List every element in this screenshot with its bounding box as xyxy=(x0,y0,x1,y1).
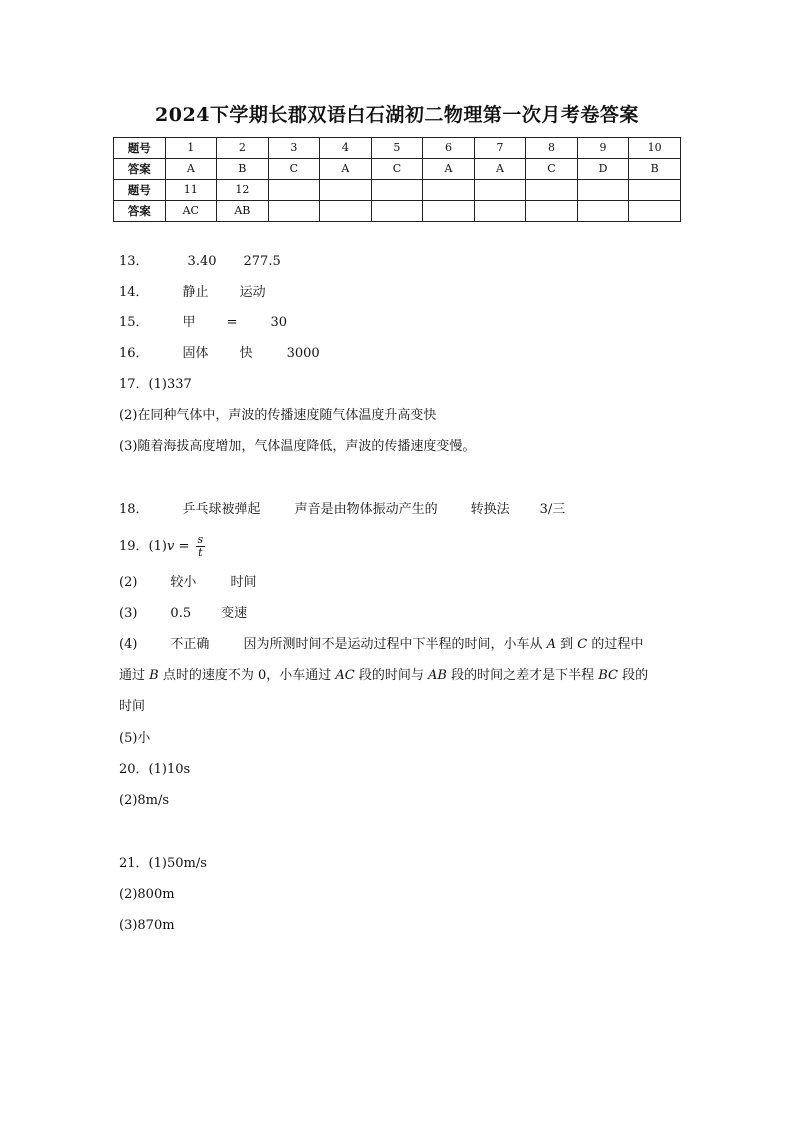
answer-q19-part4-line2 xyxy=(119,666,648,686)
part-label: (4) xyxy=(119,637,138,652)
answer-table xyxy=(113,137,681,222)
question-number-cell: 4 xyxy=(320,138,372,159)
empty-cell xyxy=(577,180,629,201)
answer-value: 3/三 xyxy=(539,502,566,517)
empty-cell xyxy=(526,201,578,222)
answer-q19-part5: (5)小 xyxy=(119,731,151,746)
segment-label: AC xyxy=(335,668,355,683)
question-number: 18． xyxy=(119,502,149,517)
question-number-cell: 2 xyxy=(217,138,269,159)
answer-cell: AB xyxy=(217,201,269,222)
answer-cell: B xyxy=(217,159,269,180)
answer-q19-part4-line1 xyxy=(119,635,643,655)
row-label-question: 题号 xyxy=(114,180,166,201)
explanation-text: 到 xyxy=(555,637,578,652)
answer-q20-part2: (2)8m/s xyxy=(119,793,170,808)
point-label: A xyxy=(546,637,556,652)
empty-cell xyxy=(320,180,372,201)
answer-value: 3.40 xyxy=(187,254,217,269)
answer-value: 运动 xyxy=(239,285,266,300)
row-label-answer: 答案 xyxy=(114,201,166,222)
explanation-text: 段的时间与 xyxy=(354,668,428,683)
empty-cell xyxy=(371,201,423,222)
answer-cell: C xyxy=(268,159,320,180)
question-number-cell: 11 xyxy=(165,180,217,201)
answer-value: = xyxy=(226,315,238,330)
answer-q21-part1: 21．(1)50m/s xyxy=(119,856,207,871)
explanation-text: 的过程中 xyxy=(587,637,644,652)
answer-value: 0.5 xyxy=(170,606,192,621)
answer-q18 xyxy=(119,500,565,520)
part-label: (2) xyxy=(119,575,138,590)
answer-cell: A xyxy=(423,159,475,180)
answer-cell: A xyxy=(474,159,526,180)
question-number-cell: 12 xyxy=(217,180,269,201)
table-row-answers-1 xyxy=(114,159,681,180)
question-number: 14． xyxy=(119,285,149,300)
answer-q15 xyxy=(119,313,287,333)
answer-cell: B xyxy=(629,159,681,180)
question-number: 19．(1) xyxy=(119,539,167,554)
answer-q20-part1: 20．(1)10s xyxy=(119,762,191,777)
answer-cell: AC xyxy=(165,201,217,222)
answer-value: 变速 xyxy=(221,606,248,621)
row-label-question: 题号 xyxy=(114,138,166,159)
equals-sign: = xyxy=(174,539,194,554)
row-label-answer: 答案 xyxy=(114,159,166,180)
answer-q17-part2: (2)在同种气体中，声波的传播速度随气体温度升高变快 xyxy=(119,408,437,423)
answer-cell: A xyxy=(165,159,217,180)
answer-value: 固体 xyxy=(182,346,209,361)
answer-value: 甲 xyxy=(182,315,196,330)
question-number: 16． xyxy=(119,346,149,361)
empty-cell xyxy=(268,180,320,201)
empty-cell xyxy=(371,180,423,201)
explanation-text: 点时的速度不为 0，小车通过 xyxy=(158,668,336,683)
question-number-cell: 8 xyxy=(526,138,578,159)
answer-q21-part2: (2)800m xyxy=(119,887,175,902)
answer-q19-part2 xyxy=(119,573,256,593)
answer-value: 277.5 xyxy=(243,254,281,269)
empty-cell xyxy=(268,201,320,222)
velocity-symbol: v xyxy=(166,539,175,554)
answer-value: 乒乓球被弹起 xyxy=(182,502,261,517)
answer-value: 30 xyxy=(270,315,288,330)
explanation-text: 因为所测时间不是运动过程中下半程的时间，小车从 xyxy=(243,637,547,652)
empty-cell xyxy=(320,201,372,222)
empty-cell xyxy=(577,201,629,222)
question-number-cell: 10 xyxy=(629,138,681,159)
answer-q19-part3 xyxy=(119,604,247,624)
answer-value: 3000 xyxy=(286,346,320,361)
explanation-text: 通过 xyxy=(119,668,150,683)
empty-cell xyxy=(474,201,526,222)
empty-cell xyxy=(526,180,578,201)
question-number-cell: 7 xyxy=(474,138,526,159)
explanation-text: 段的 xyxy=(617,668,649,683)
answer-value: 快 xyxy=(239,346,253,361)
empty-cell xyxy=(629,180,681,201)
answer-q17-part3: (3)随着海拔高度增加，气体温度降低，声波的传播速度变慢。 xyxy=(119,439,476,454)
empty-cell xyxy=(474,180,526,201)
answer-q13 xyxy=(119,252,281,272)
answer-cell: D xyxy=(577,159,629,180)
answer-q19-part1 xyxy=(119,532,205,562)
answer-q21-part3: (3)870m xyxy=(119,918,175,933)
answer-value: 静止 xyxy=(182,285,209,300)
empty-cell xyxy=(423,180,475,201)
empty-cell xyxy=(629,201,681,222)
fraction-numerator: s xyxy=(197,533,204,546)
empty-cell xyxy=(423,201,475,222)
question-number-cell: 1 xyxy=(165,138,217,159)
answer-cell: C xyxy=(526,159,578,180)
answer-value: 时间 xyxy=(230,575,257,590)
point-label: C xyxy=(577,637,588,652)
answer-q19-part4-line3: 时间 xyxy=(119,699,146,714)
page-title: 2024下学期长郡双语白石湖初二物理第一次月考卷答案 xyxy=(155,104,639,126)
table-row-answers-2 xyxy=(114,201,681,222)
answer-value: 不正确 xyxy=(170,637,210,652)
question-number-cell: 5 xyxy=(371,138,423,159)
answer-value: 较小 xyxy=(170,575,197,590)
answer-cell: C xyxy=(371,159,423,180)
answer-q17-part1: 17．(1)337 xyxy=(119,377,192,392)
question-number-cell: 9 xyxy=(577,138,629,159)
fraction-s-over-t xyxy=(196,534,206,559)
fraction-denominator: t xyxy=(198,546,203,559)
question-number: 13． xyxy=(119,254,149,269)
answer-q14 xyxy=(119,283,266,303)
answer-value: 转换法 xyxy=(470,502,510,517)
part-label: (3) xyxy=(119,606,138,621)
question-number-cell: 6 xyxy=(423,138,475,159)
explanation-text: 段的时间之差才是下半程 xyxy=(446,668,599,683)
answer-value: 声音是由物体振动产生的 xyxy=(294,502,438,517)
question-number: 15． xyxy=(119,315,149,330)
segment-label: AB xyxy=(427,668,447,683)
segment-label: BC xyxy=(598,668,618,683)
answer-cell: A xyxy=(320,159,372,180)
point-label: B xyxy=(149,668,159,683)
answer-q16 xyxy=(119,344,320,364)
table-row-question-numbers-2 xyxy=(114,180,681,201)
question-number-cell: 3 xyxy=(268,138,320,159)
table-row-question-numbers-1 xyxy=(114,138,681,159)
